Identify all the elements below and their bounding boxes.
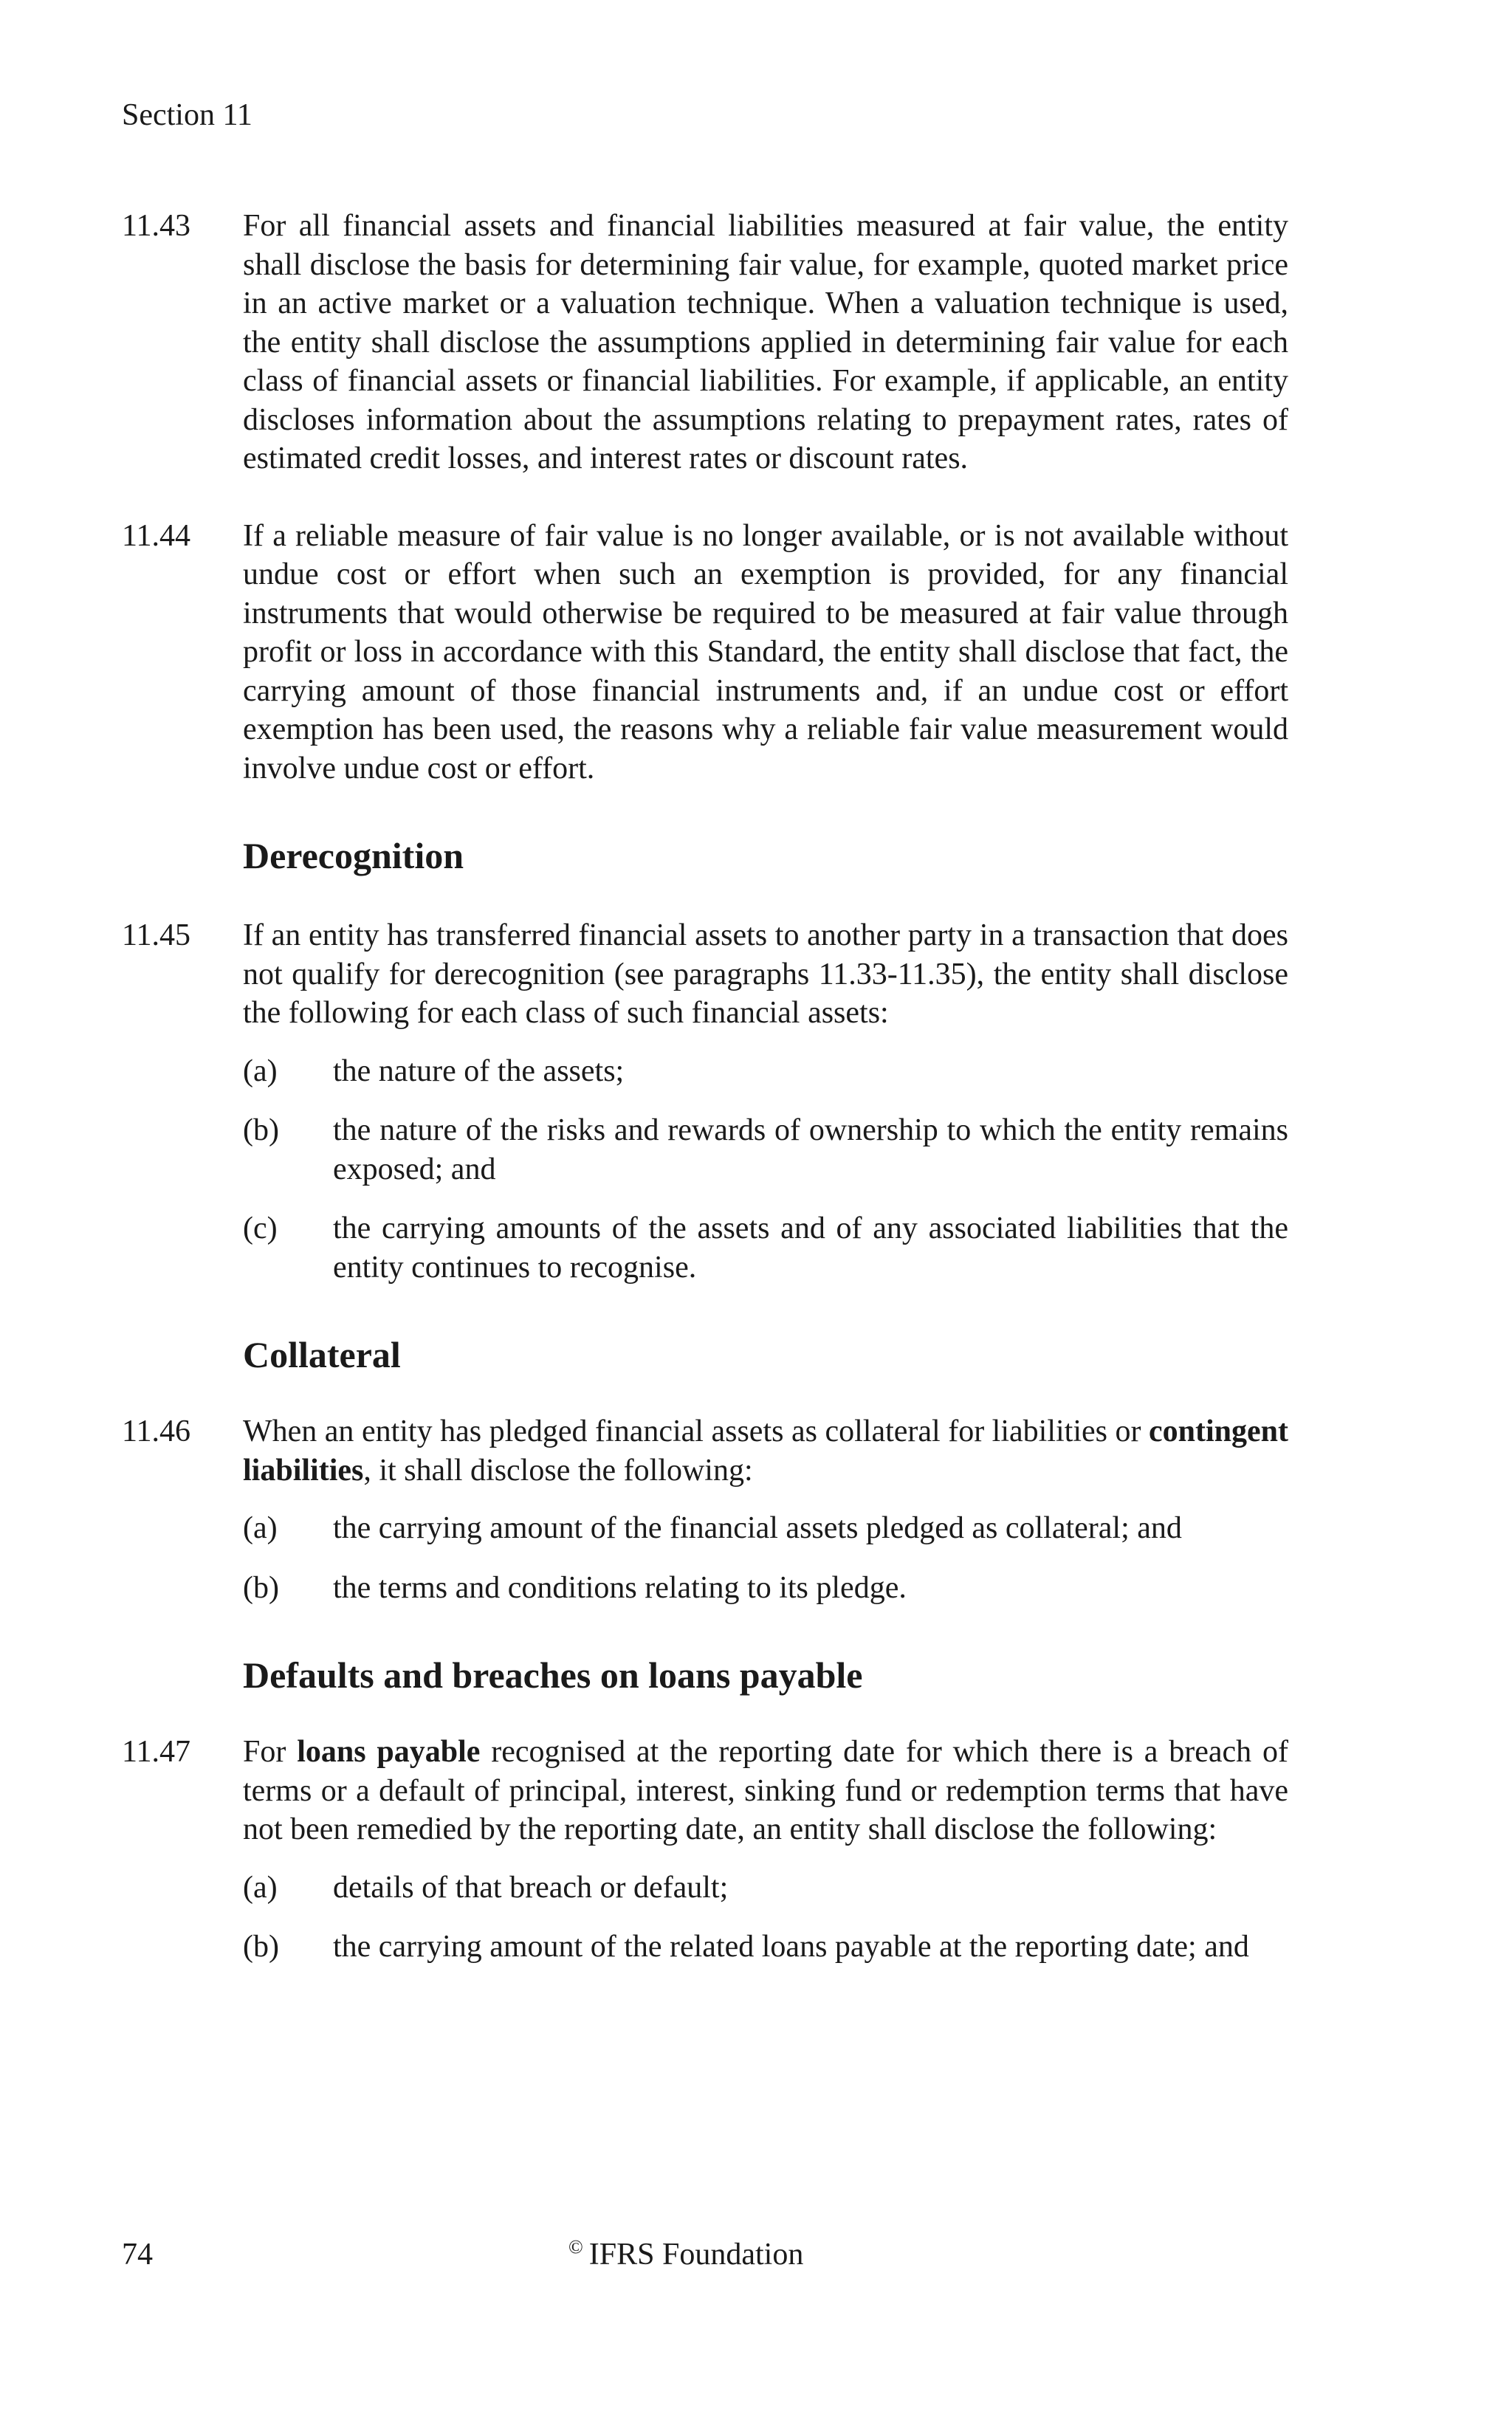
- list-item: [243, 1569, 1288, 1608]
- footer-copyright: [568, 2235, 803, 2274]
- text-run: , it shall disclose the following:: [363, 1453, 753, 1488]
- page-number: 74: [122, 2238, 153, 2272]
- section-heading-derecognition: Derecognition: [243, 835, 464, 876]
- list-item-label: (a): [243, 1053, 278, 1088]
- list-item-text: the nature of the risks and rewards of ownership to which the entity remains exposed; and: [333, 1113, 1288, 1186]
- text-run: recognised at the reporting date for which there is a breach of terms or a default of principal, interest, sinking fund or redemption terms that have not been remedied by the reporting date, an entity shall disclose the following:: [243, 1735, 1288, 1846]
- paragraph-11-46: [122, 1412, 1288, 1490]
- paragraph-11-45: [122, 916, 1288, 1033]
- list-11-45: [243, 1052, 1288, 1287]
- list-item: [243, 1052, 1288, 1091]
- list-11-46: [243, 1509, 1288, 1607]
- list-item-text: details of that breach or default;: [333, 1870, 729, 1905]
- list-item: [243, 1868, 1288, 1908]
- list-item-text: the nature of the assets;: [333, 1053, 625, 1088]
- paragraph-text: If an entity has transferred financial assets to another party in a transaction that does not qualify for derecognition (see paragraphs 11.33-11.35), the entity shall disclose the following for each class of such financial assets:: [243, 918, 1288, 1030]
- list-item-label: (a): [243, 1870, 278, 1905]
- page-body: [122, 207, 1288, 1967]
- paragraph-text: [243, 1733, 1288, 1849]
- section-heading-defaults: Defaults and breaches on loans payable: [243, 1654, 863, 1696]
- list-item: [243, 1509, 1288, 1548]
- list-item-label: (b): [243, 1930, 279, 1964]
- paragraph-text: [243, 1412, 1288, 1490]
- paragraph-number: 11.47: [122, 1735, 190, 1769]
- list-item-label: (c): [243, 1211, 278, 1245]
- list-item-text: the terms and conditions relating to its pledge.: [333, 1570, 907, 1605]
- list-item: [243, 1928, 1288, 1967]
- running-header: Section 11: [122, 98, 252, 132]
- list-11-47: [243, 1868, 1288, 1967]
- paragraph-text: If a reliable measure of fair value is no longer available, or is not available without undue cost or effort when such an exemption is provided, for any financial instruments that would otherwise be required to be measured at fair value through profit or loss in accordance with this Standard, the entity shall disclose that fact, the carrying amount of those financial instruments and, if an undue cost or effort exemption has been used, the reasons why a reliable fair value measurement would involve undue cost or effort.: [243, 518, 1288, 785]
- list-item-label: (b): [243, 1113, 279, 1147]
- paragraph-number: 11.45: [122, 918, 190, 952]
- list-item-label: (a): [243, 1511, 278, 1545]
- list-item: [243, 1209, 1288, 1287]
- paragraph-number: 11.46: [122, 1414, 190, 1448]
- list-item-text: the carrying amount of the related loans payable at the reporting date; and: [333, 1930, 1249, 1964]
- text-run: When an entity has pledged financial assets as collateral for liabilities or: [243, 1414, 1149, 1448]
- footer-organization: IFRS Foundation: [588, 2238, 804, 2272]
- list-item-text: the carrying amount of the financial assets pledged as collateral; and: [333, 1511, 1182, 1545]
- paragraph-11-43: [122, 207, 1288, 478]
- copyright-symbol: ©: [568, 2236, 583, 2258]
- list-item-text: the carrying amounts of the assets and of any associated liabilities that the entity continues to recognise.: [333, 1211, 1288, 1285]
- list-item-label: (b): [243, 1570, 279, 1605]
- defined-term: contingent liabilities: [243, 1414, 1288, 1488]
- paragraph-text: For all financial assets and financial liabilities measured at fair value, the entity shall disclose the basis for determining fair value, for example, quoted market price in an active market or a valuation technique. When a valuation technique is used, the entity shall disclose the assumptions applied in determining fair value for each class of financial assets or financial liabilities. For example, if applicable, an entity discloses information about the assumptions relating to prepayment rates, rates of estimated credit losses, and interest rates or discount rates.: [243, 209, 1288, 475]
- section-heading-collateral: Collateral: [243, 1334, 401, 1375]
- paragraph-number: 11.43: [122, 209, 190, 243]
- list-item: [243, 1111, 1288, 1189]
- text-run: For: [243, 1735, 298, 1769]
- paragraph-number: 11.44: [122, 518, 190, 553]
- paragraph-11-44: [122, 517, 1288, 788]
- defined-term: loans payable: [297, 1735, 481, 1769]
- paragraph-11-47: [122, 1733, 1288, 1849]
